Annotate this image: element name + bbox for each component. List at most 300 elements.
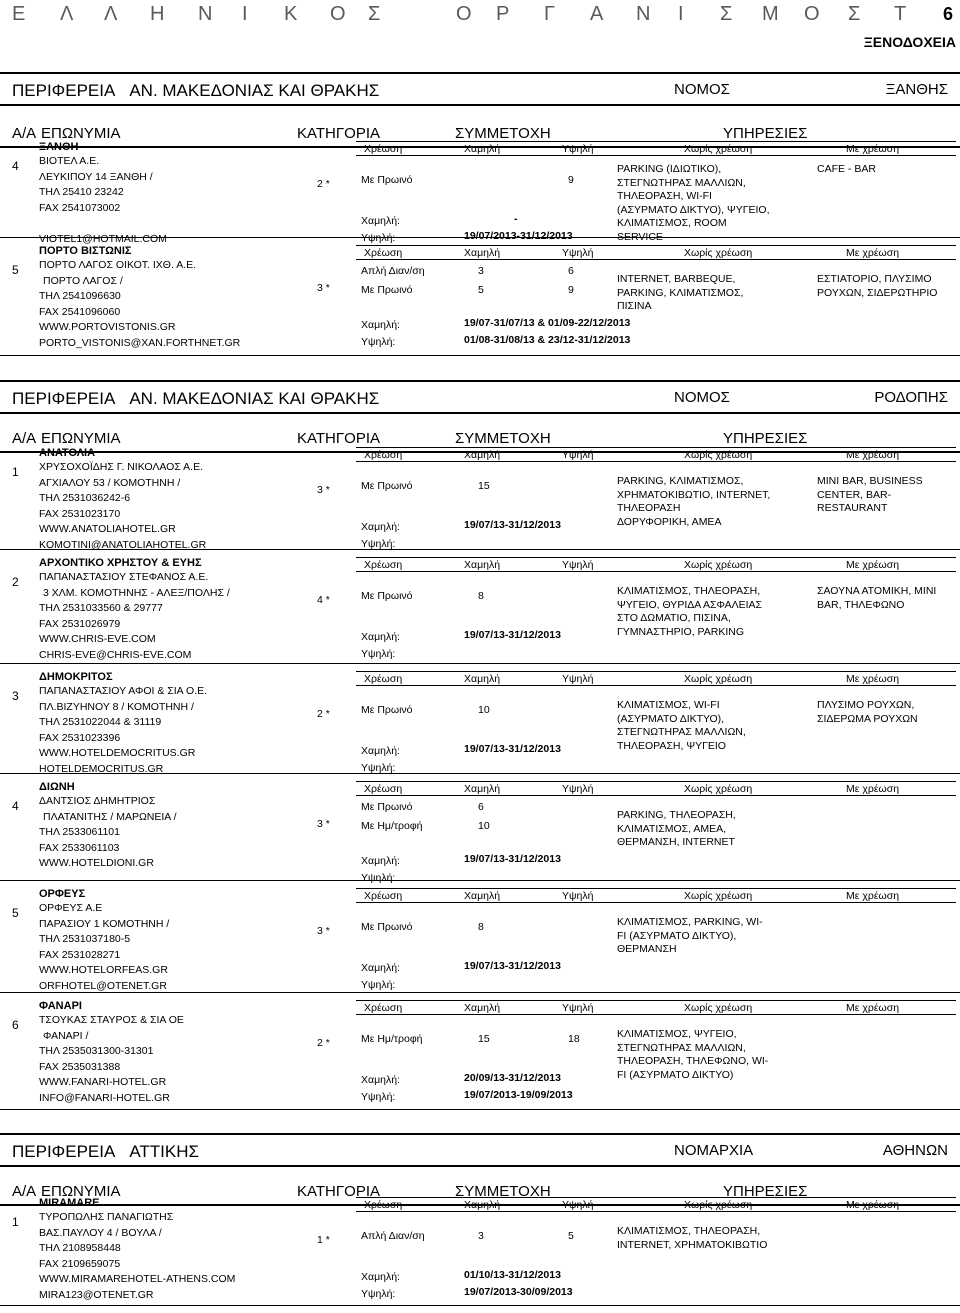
paid-service-line: CENTER, BAR- <box>817 488 892 501</box>
contact-line: MIRA123@OTENET.GR <box>39 1288 154 1301</box>
region-name: ΑΝ. ΜΑΚΕΔΟΝΙΑΣ ΚΑΙ ΘΡΑΚΗΣ <box>129 81 380 100</box>
contact-line: ΠΛ.ΒΙΖΥΗΝΟΥ 8 / ΚΟΜΟΤΗΝΗ / <box>39 700 194 713</box>
free-services <box>617 163 770 244</box>
contact-line: ΛΕΥΚΙΠΟΥ 14 ΞΑΝΘΗ / <box>39 170 153 183</box>
ph-high: Υψηλή <box>562 143 594 155</box>
price-high: 18 <box>568 1033 580 1045</box>
ph-low: Χαμηλή <box>464 449 501 461</box>
col-category: ΚΑΤΗΓΟΡΙΑ <box>297 125 380 142</box>
col-participation: ΣΥΜΜΕΤΟΧΗ <box>455 125 551 142</box>
free-service-line: ΔΟΡΥΦΟΡΙΚΗ, ΑΜΕΑ <box>617 515 722 528</box>
hotel-number: 1 <box>12 1215 19 1229</box>
region-bar <box>0 72 960 106</box>
hotel-category: 3 * <box>317 818 330 830</box>
nomos-label: ΝΟΜΟΣ <box>674 81 730 98</box>
ph-charge: Χρέωση <box>364 143 403 155</box>
hotel-number: 5 <box>12 263 19 277</box>
header-letter: Η <box>150 3 166 25</box>
free-service-line: (ΑΣΥΡΜΑΤΟ ΔΙΚΤΥΟ), ΨΥΓΕΙΟ, <box>617 203 770 216</box>
header-spaced-title <box>12 3 912 31</box>
header-letter: Γ <box>544 3 557 25</box>
contact-line: FAX 2541096060 <box>39 305 121 318</box>
region-label <box>12 1142 199 1162</box>
free-service-line: ΤΗΛΕΟΡΑΣΗ <box>617 502 681 514</box>
region-prefix: ΠΕΡΙΦΕΡΕΙΑ <box>12 81 116 100</box>
paid-service-line: MINI BAR, BUSINESS <box>817 475 923 487</box>
ph-free: Χωρίς χρέωση <box>684 783 753 795</box>
ph-charge: Χρέωση <box>364 247 403 259</box>
header-letter: Ν <box>636 3 652 25</box>
price-type: Με Πρωινό <box>361 480 413 492</box>
free-service-line: ΚΛΙΜΑΤΙΣΜΟΣ, ΑΜΕΑ, <box>617 822 727 835</box>
ph-paid: Με χρέωση <box>846 143 900 155</box>
col-services: ΥΠΗΡΕΣΙΕΣ <box>723 430 808 447</box>
contact-line: ΒΙΟΤΕΛ Α.Ε. <box>39 155 100 167</box>
high-season-dates: 19/07/2013-19/09/2013 <box>464 1089 573 1101</box>
price-type: Με Ημ/τροφή <box>361 820 423 832</box>
header-letter: Ρ <box>496 3 511 25</box>
col-category: ΚΑΤΗΓΟΡΙΑ <box>297 1183 380 1200</box>
col-category: ΚΑΤΗΓΟΡΙΑ <box>297 430 380 447</box>
entry-separator <box>0 663 960 664</box>
contact-line: ΤΗΛ 2531037180-5 <box>39 933 131 945</box>
hotel-entry <box>0 671 960 781</box>
low-season-label: Χαμηλή: <box>361 215 400 227</box>
price-low: 6 <box>478 801 484 813</box>
ph-high: Υψηλή <box>562 1002 594 1014</box>
ph-charge: Χρέωση <box>364 1002 403 1014</box>
hotel-name: ΦΑΝΑΡΙ <box>39 1000 82 1012</box>
free-service-line: ΤΗΛΕΟΡΑΣΗ, WI-FI <box>617 190 712 202</box>
hotel-category: 3 * <box>317 925 330 937</box>
low-season-label: Χαμηλή: <box>361 745 400 757</box>
region-prefix: ΠΕΡΙΦΕΡΕΙΑ <box>12 389 116 408</box>
ph-low: Χαμηλή <box>464 143 501 155</box>
ph-free: Χωρίς χρέωση <box>684 890 753 902</box>
high-season-label: Υψηλή: <box>361 872 396 884</box>
free-services <box>617 699 746 753</box>
free-services <box>617 1225 767 1252</box>
high-season-label: Υψηλή: <box>361 1288 396 1300</box>
high-season-dates: 19/07/2013-30/09/2013 <box>464 1286 573 1298</box>
low-season-dates: 19/07-31/07/13 & 01/09-22/12/2013 <box>464 317 631 329</box>
nomos-name: ΞΑΝΘΗΣ <box>885 81 948 98</box>
contact-line: FAX 2541073002 <box>39 201 121 214</box>
hotel-name: ΑΡΧΟΝΤΙΚΟ ΧΡΗΣΤΟΥ & ΕΥΗΣ <box>39 557 202 569</box>
high-season-label: Υψηλή: <box>361 1091 396 1103</box>
price-header <box>356 245 956 260</box>
price-type: Με Πρωινό <box>361 801 413 813</box>
region-bar <box>0 380 960 414</box>
free-service-line: PARKING (ΙΔΙΩΤΙΚΟ), <box>617 163 722 175</box>
hotel-number: 4 <box>12 159 19 173</box>
ph-free: Χωρίς χρέωση <box>684 143 753 155</box>
contact-line: ΠΑΡΑΣΙΟΥ 1 ΚΟΜΟΤΗΝΗ / <box>39 917 170 930</box>
contact-line: ΧΡΥΣΟΧΟΪΔΗΣ Γ. ΝΙΚΟΛΑΟΣ Α.Ε. <box>39 461 204 473</box>
high-season-label: Υψηλή: <box>361 762 396 774</box>
free-service-line: ΠΙΣΙΝΑ <box>617 300 652 312</box>
contact-line: WWW.PORTOVISTONIS.GR <box>39 321 176 333</box>
header-letter: Ο <box>804 3 821 25</box>
low-season-label: Χαμηλή: <box>361 1271 400 1283</box>
col-name: ΕΠΩΝΥΜΙΑ <box>41 1183 121 1200</box>
hotel-contact <box>39 570 230 663</box>
header-letter: Σ <box>720 3 734 25</box>
price-type: Με Πρωινό <box>361 921 413 933</box>
contact-line: ΦΑΝΑΡΙ / <box>43 1029 89 1042</box>
ph-low: Χαμηλή <box>464 1199 501 1211</box>
header-letter: Α <box>590 3 605 25</box>
price-header <box>356 447 956 462</box>
low-season-dates: 19/07/13-31/12/2013 <box>464 743 561 755</box>
hotel-name: MIRAMARE <box>39 1197 100 1209</box>
price-type: Με Πρωινό <box>361 174 413 186</box>
low-season-label: Χαμηλή: <box>361 855 400 867</box>
free-service-line: ΣΤΕΓΝΩΤΗΡΑΣ ΜΑΛΛΙΩΝ, <box>617 176 746 189</box>
header-letter: Σ <box>368 3 382 25</box>
col-services: ΥΠΗΡΕΣΙΕΣ <box>723 1183 808 1200</box>
free-service-line: PARKING, ΤΗΛΕΟΡΑΣΗ, <box>617 809 736 821</box>
ph-paid: Με χρέωση <box>846 449 900 461</box>
contact-line: FAX 2531023396 <box>39 731 121 744</box>
paid-service-line: ΡΟΥΧΩΝ, ΣΙΔΕΡΩΤΗΡΙΟ <box>817 286 938 299</box>
price-low: 10 <box>478 820 490 832</box>
contact-line: 3 ΧΛΜ. ΚΟΜΟΤΗΝΗΣ - ΑΛΕΞ/ΠΟΛΗΣ / <box>43 586 230 599</box>
entry-separator <box>0 880 960 881</box>
hotel-number: 2 <box>12 575 19 589</box>
free-service-line: ΚΛΙΜΑΤΙΣΜΟΣ, ΤΗΛΕΟΡΑΣΗ, <box>617 585 761 597</box>
free-service-line: ΣΤΕΓΝΩΤΗΡΑΣ ΜΑΛΛΙΩΝ, <box>617 1041 746 1054</box>
hotel-category: 3 * <box>317 484 330 496</box>
paid-services <box>817 585 936 612</box>
hotel-entry <box>0 447 960 557</box>
low-season-dates: 19/07/13-31/12/2013 <box>464 853 561 865</box>
contact-line: ΤΥΡΟΠΩΛΗΣ ΠΑΝΑΓΙΩΤΗΣ <box>39 1211 174 1223</box>
contact-line: ΤΗΛ 2541096630 <box>39 290 121 302</box>
price-high: 9 <box>568 174 574 186</box>
contact-line: WWW.HOTELORFEAS.GR <box>39 964 168 976</box>
paid-service-line: RESTAURANT <box>817 502 888 514</box>
price-type: Με Πρωινό <box>361 284 413 296</box>
high-season-dates: 01/08-31/08/13 & 23/12-31/12/2013 <box>464 334 631 346</box>
free-service-line: ΚΛΙΜΑΤΙΣΜΟΣ, ΤΗΛΕΟΡΑΣΗ, <box>617 1225 761 1237</box>
ph-low: Χαμηλή <box>464 673 501 685</box>
low-season-label: Χαμηλή: <box>361 521 400 533</box>
ph-charge: Χρέωση <box>364 890 403 902</box>
ph-free: Χωρίς χρέωση <box>684 559 753 571</box>
ph-high: Υψηλή <box>562 1199 594 1211</box>
hotel-name: ΔΗΜΟΚΡΙΤΟΣ <box>39 671 113 683</box>
col-aa: Α/Α <box>12 125 37 142</box>
price-header <box>356 1000 956 1015</box>
free-service-line: ΚΛΙΜΑΤΙΣΜΟΣ, PARKING, WI- <box>617 916 763 928</box>
paid-service-line: ΣΙΔΕΡΩΜΑ ΡΟΥΧΩΝ <box>817 712 918 725</box>
hotel-contact <box>39 901 169 994</box>
col-name: ΕΠΩΝΥΜΙΑ <box>41 430 121 447</box>
low-season-dates: 20/09/13-31/12/2013 <box>464 1072 561 1084</box>
free-service-line: ΚΛΙΜΑΤΙΣΜΟΣ, ROOM <box>617 217 727 229</box>
price-header <box>356 781 956 796</box>
nomos-name: ΑΘΗΝΩΝ <box>882 1142 948 1159</box>
paid-service-line: ΕΣΤΙΑΤΟΡΙΟ, ΠΛΥΣΙΜΟ <box>817 273 932 285</box>
low-season-label: Χαμηλή: <box>361 319 400 331</box>
ph-low: Χαμηλή <box>464 890 501 902</box>
col-aa: Α/Α <box>12 430 37 447</box>
entry-separator <box>0 1109 960 1110</box>
header-letter: Τ <box>894 3 908 25</box>
col-participation: ΣΥΜΜΕΤΟΧΗ <box>455 430 551 447</box>
free-service-line: ΘΕΡΜΑΝΣΗ, INTERNET <box>617 836 735 848</box>
hotel-contact <box>39 258 240 351</box>
contact-line: ΠΑΠΑΝΑΣΤΑΣΙΟΥ ΣΤΕΦΑΝΟΣ Α.Ε. <box>39 571 209 583</box>
price-header <box>356 557 956 572</box>
price-type: Με Πρωινό <box>361 704 413 716</box>
contact-line: ΔΑΝΤΣΙΟΣ ΔΗΜΗΤΡΙΟΣ <box>39 795 156 807</box>
contact-line: FAX 2531026979 <box>39 617 121 630</box>
low-season-label: Χαμηλή: <box>361 1074 400 1086</box>
paid-service-line: CAFE - BAR <box>817 163 876 175</box>
contact-line: FAX 2531023170 <box>39 507 121 520</box>
hotel-contact <box>39 460 206 553</box>
header-letter: Ι <box>242 3 249 25</box>
contact-line: FAX 2531028271 <box>39 948 121 961</box>
high-season-label: Υψηλή: <box>361 648 396 660</box>
low-season-label: Χαμηλή: <box>361 962 400 974</box>
ph-charge: Χρέωση <box>364 783 403 795</box>
paid-services <box>817 163 876 177</box>
hotel-category: 1 * <box>317 1234 330 1246</box>
ph-high: Υψηλή <box>562 559 594 571</box>
header-letter: Ο <box>456 3 473 25</box>
paid-services <box>817 273 937 300</box>
contact-line: WWW.ANATOLIAHOTEL.GR <box>39 523 176 535</box>
contact-line: ΟΡΦΕΥΣ Α.Ε <box>39 902 103 914</box>
free-service-line: INTERNET, ΧΡΗΜΑΤΟΚΙΒΩΤΙΟ <box>617 1238 768 1251</box>
contact-line: ΤΗΛ 25410 23242 <box>39 186 124 198</box>
hotel-name: ΔΙΩΝΗ <box>39 781 75 793</box>
contact-line: ΤΗΛ 2535031300-31301 <box>39 1045 154 1057</box>
price-low: 3 <box>478 1230 484 1242</box>
free-service-line: PARKING, ΚΛΙΜΑΤΙΣΜΟΣ, <box>617 475 744 487</box>
contact-line: VIOTEL1@HOTMAIL.COM <box>39 232 167 245</box>
ph-paid: Με χρέωση <box>846 890 900 902</box>
contact-line: ΤΗΛ 2531033560 & 29777 <box>39 602 163 614</box>
free-service-line: ΓΥΜΝΑΣΤΗΡΙΟ, PARKING <box>617 625 745 638</box>
price-header <box>356 671 956 686</box>
price-header <box>356 1197 956 1212</box>
free-service-line: SERVICE <box>617 230 663 243</box>
contact-line: ΒΑΣ.ΠΑΥΛΟΥ 4 / ΒΟΥΛΑ / <box>39 1226 162 1239</box>
region-name: ΑΤΤΙΚΗΣ <box>129 1142 200 1161</box>
ph-high: Υψηλή <box>562 890 594 902</box>
free-service-line: FI (ΑΣΥΡΜΑΤΟ ΔΙΚΤΥΟ) <box>617 1068 734 1081</box>
contact-line: WWW.FANARI-HOTEL.GR <box>39 1076 167 1088</box>
contact-line: FAX 2535031388 <box>39 1060 121 1073</box>
ph-paid: Με χρέωση <box>846 1002 900 1014</box>
region-bar <box>0 1133 960 1167</box>
ph-paid: Με χρέωση <box>846 1199 900 1211</box>
price-low: 15 <box>478 1033 490 1045</box>
paid-services <box>817 699 918 726</box>
hotel-entry <box>0 141 960 251</box>
hotel-contact <box>39 794 177 887</box>
ph-high: Υψηλή <box>562 247 594 259</box>
hotel-category: 2 * <box>317 708 330 720</box>
hotel-name: ΑΝΑΤΟΛΙΑ <box>39 447 96 459</box>
free-service-line: ΤΗΛΕΟΡΑΣΗ, ΨΥΓΕΙΟ <box>617 739 726 752</box>
price-low: 10 <box>478 704 490 716</box>
header-letter: Ο <box>330 3 347 25</box>
contact-line: ΠΟΡΤΟ ΛΑΓΟΣ / <box>43 274 123 287</box>
header-letter: Ν <box>198 3 214 25</box>
low-season-label: Χαμηλή: <box>361 631 400 643</box>
ph-charge: Χρέωση <box>364 559 403 571</box>
price-low: 15 <box>478 480 490 492</box>
hotel-contact <box>39 154 167 247</box>
contact-line: FAX 2533061103 <box>39 841 120 854</box>
contact-line: CHRIS-EVE@CHRIS-EVE.COM <box>39 648 192 661</box>
price-header <box>356 888 956 903</box>
contact-line: FAX 2109659075 <box>39 1257 121 1270</box>
ph-paid: Με χρέωση <box>846 783 900 795</box>
entry-separator <box>0 549 960 550</box>
ph-paid: Με χρέωση <box>846 673 900 685</box>
paid-service-line: ΠΛΥΣΙΜΟ ΡΟΥΧΩΝ, <box>817 699 915 711</box>
low-season-dates: 19/07/13-31/12/2013 <box>464 519 561 531</box>
hotel-number: 4 <box>12 799 19 813</box>
ph-free: Χωρίς χρέωση <box>684 1199 753 1211</box>
high-season-label: Υψηλή: <box>361 538 396 550</box>
ph-charge: Χρέωση <box>364 673 403 685</box>
contact-line: WWW.HOTELDIONI.GR <box>39 857 154 869</box>
high-season-label: Υψηλή: <box>361 232 396 244</box>
price-high: 6 <box>568 265 574 277</box>
hotel-contact <box>39 684 207 777</box>
hotel-entry <box>0 781 960 891</box>
contact-line: ΠΟΡΤΟ ΛΑΓΟΣ ΟΙΚΟΤ. ΙΧΘ. Α.Ε. <box>39 259 197 271</box>
nomos-name: ΡΟΔΟΠΗΣ <box>874 389 948 406</box>
low-season-dates: - <box>514 213 518 225</box>
hotel-contact <box>39 1013 184 1106</box>
ph-free: Χωρίς χρέωση <box>684 673 753 685</box>
nomos-label: ΝΟΜΟΣ <box>674 389 730 406</box>
free-service-line: ΚΛΙΜΑΤΙΣΜΟΣ, WI-FI <box>617 699 720 711</box>
price-header <box>356 141 956 156</box>
header-letter: Κ <box>284 3 299 25</box>
hotel-name: ΞΑΝΘΗ <box>39 141 79 153</box>
price-low: 8 <box>478 921 484 933</box>
header-letter: Σ <box>848 3 862 25</box>
hotel-entry <box>0 1000 960 1110</box>
free-services <box>617 916 763 957</box>
free-service-line: FI (ΑΣΥΡΜΑΤΟ ΔΙΚΤΥΟ), <box>617 929 737 942</box>
ph-charge: Χρέωση <box>364 1199 403 1211</box>
ph-low: Χαμηλή <box>464 1002 501 1014</box>
hotel-contact <box>39 1210 235 1303</box>
contact-line: ΤΗΛ 2533061101 <box>39 826 120 838</box>
hotel-name: ΟΡΦΕΥΣ <box>39 888 86 900</box>
ph-low: Χαμηλή <box>464 559 501 571</box>
high-season-dates: 19/07/2013-31/12/2013 <box>464 230 573 242</box>
contact-line: ΤΗΛ 2108958448 <box>39 1242 121 1254</box>
contact-line: ΤΣΟΥΚΑΣ ΣΤΑΥΡΟΣ & ΣΙΑ ΟΕ <box>39 1014 184 1026</box>
ph-low: Χαμηλή <box>464 783 501 795</box>
ph-high: Υψηλή <box>562 673 594 685</box>
ph-free: Χωρίς χρέωση <box>684 449 753 461</box>
ph-high: Υψηλή <box>562 783 594 795</box>
hotel-category: 2 * <box>317 178 330 190</box>
price-low: 3 <box>478 265 484 277</box>
contact-line: ΤΗΛ 2531036242-6 <box>39 492 131 504</box>
free-service-line: ΚΛΙΜΑΤΙΣΜΟΣ, ΨΥΓΕΙΟ, <box>617 1028 737 1040</box>
free-services <box>617 475 770 529</box>
header-letter: Λ <box>60 3 75 25</box>
region-label <box>12 389 379 409</box>
free-service-line: INTERNET, BARBEQUE, <box>617 273 736 285</box>
free-services <box>617 273 743 314</box>
col-aa: Α/Α <box>12 1183 37 1200</box>
contact-line: PORTO_VISTONIS@XAN.FORTHNET.GR <box>39 336 241 349</box>
price-low: 5 <box>478 284 484 296</box>
entry-separator <box>0 992 960 993</box>
entry-separator <box>0 1305 960 1306</box>
contact-line: WWW.MIRAMAREHOTEL-ATHENS.COM <box>39 1273 236 1285</box>
entry-separator <box>0 237 960 238</box>
ph-free: Χωρίς χρέωση <box>684 1002 753 1014</box>
low-season-dates: 01/10/13-31/12/2013 <box>464 1269 561 1281</box>
high-season-label: Υψηλή: <box>361 336 396 348</box>
price-high: 5 <box>568 1230 574 1242</box>
ph-paid: Με χρέωση <box>846 247 900 259</box>
free-services <box>617 809 736 850</box>
header-letter: Λ <box>104 3 119 25</box>
region-prefix: ΠΕΡΙΦΕΡΕΙΑ <box>12 1142 116 1161</box>
free-services <box>617 1028 768 1082</box>
hotel-number: 6 <box>12 1018 19 1032</box>
contact-line <box>39 216 167 232</box>
region-name: ΑΝ. ΜΑΚΕΔΟΝΙΑΣ ΚΑΙ ΘΡΑΚΗΣ <box>129 389 380 408</box>
col-services: ΥΠΗΡΕΣΙΕΣ <box>723 125 808 142</box>
col-participation: ΣΥΜΜΕΤΟΧΗ <box>455 1183 551 1200</box>
entry-separator <box>0 773 960 774</box>
page-number: 6 <box>943 4 954 24</box>
price-low: 8 <box>478 590 484 602</box>
header-letter: Μ <box>762 3 780 25</box>
free-service-line: PARKING, ΚΛΙΜΑΤΙΣΜΟΣ, <box>617 286 744 299</box>
hotel-category: 4 * <box>317 594 330 606</box>
hotel-category: 3 * <box>317 282 330 294</box>
contact-line: ΠΑΠΑΝΑΣΤΑΣΙΟΥ ΑΦΟΙ & ΣΙΑ Ο.Ε. <box>39 685 208 697</box>
ph-free: Χωρίς χρέωση <box>684 247 753 259</box>
paid-service-line: ΣΑΟΥΝΑ ΑΤΟΜΙΚΗ, MINI <box>817 585 937 597</box>
free-service-line: (ΑΣΥΡΜΑΤΟ ΔΙΚΤΥΟ), <box>617 712 725 725</box>
hotel-number: 3 <box>12 689 19 703</box>
low-season-dates: 19/07/13-31/12/2013 <box>464 960 561 972</box>
ph-paid: Με χρέωση <box>846 559 900 571</box>
nomos-label: ΝΟΜΑΡΧΙΑ <box>674 1142 754 1159</box>
contact-line: INFO@FANARI-HOTEL.GR <box>39 1091 170 1104</box>
free-service-line: ΣΤΟ ΔΩΜΑΤΙΟ, ΠΙΣΙΝΑ, <box>617 612 731 624</box>
hotel-number: 5 <box>12 906 19 920</box>
ph-charge: Χρέωση <box>364 449 403 461</box>
free-services <box>617 585 762 639</box>
hotel-entry <box>0 1197 960 1307</box>
hotel-entry <box>0 888 960 998</box>
contact-line: ΑΓΧΙΑΛΟΥ 53 / ΚΟΜΟΤΗΝΗ / <box>39 476 181 489</box>
hotel-name: ΠΟΡΤΟ ΒΙΣΤΩΝΙΣ <box>39 245 132 257</box>
ph-high: Υψηλή <box>562 449 594 461</box>
contact-line: WWW.CHRIS-EVE.COM <box>39 633 156 645</box>
